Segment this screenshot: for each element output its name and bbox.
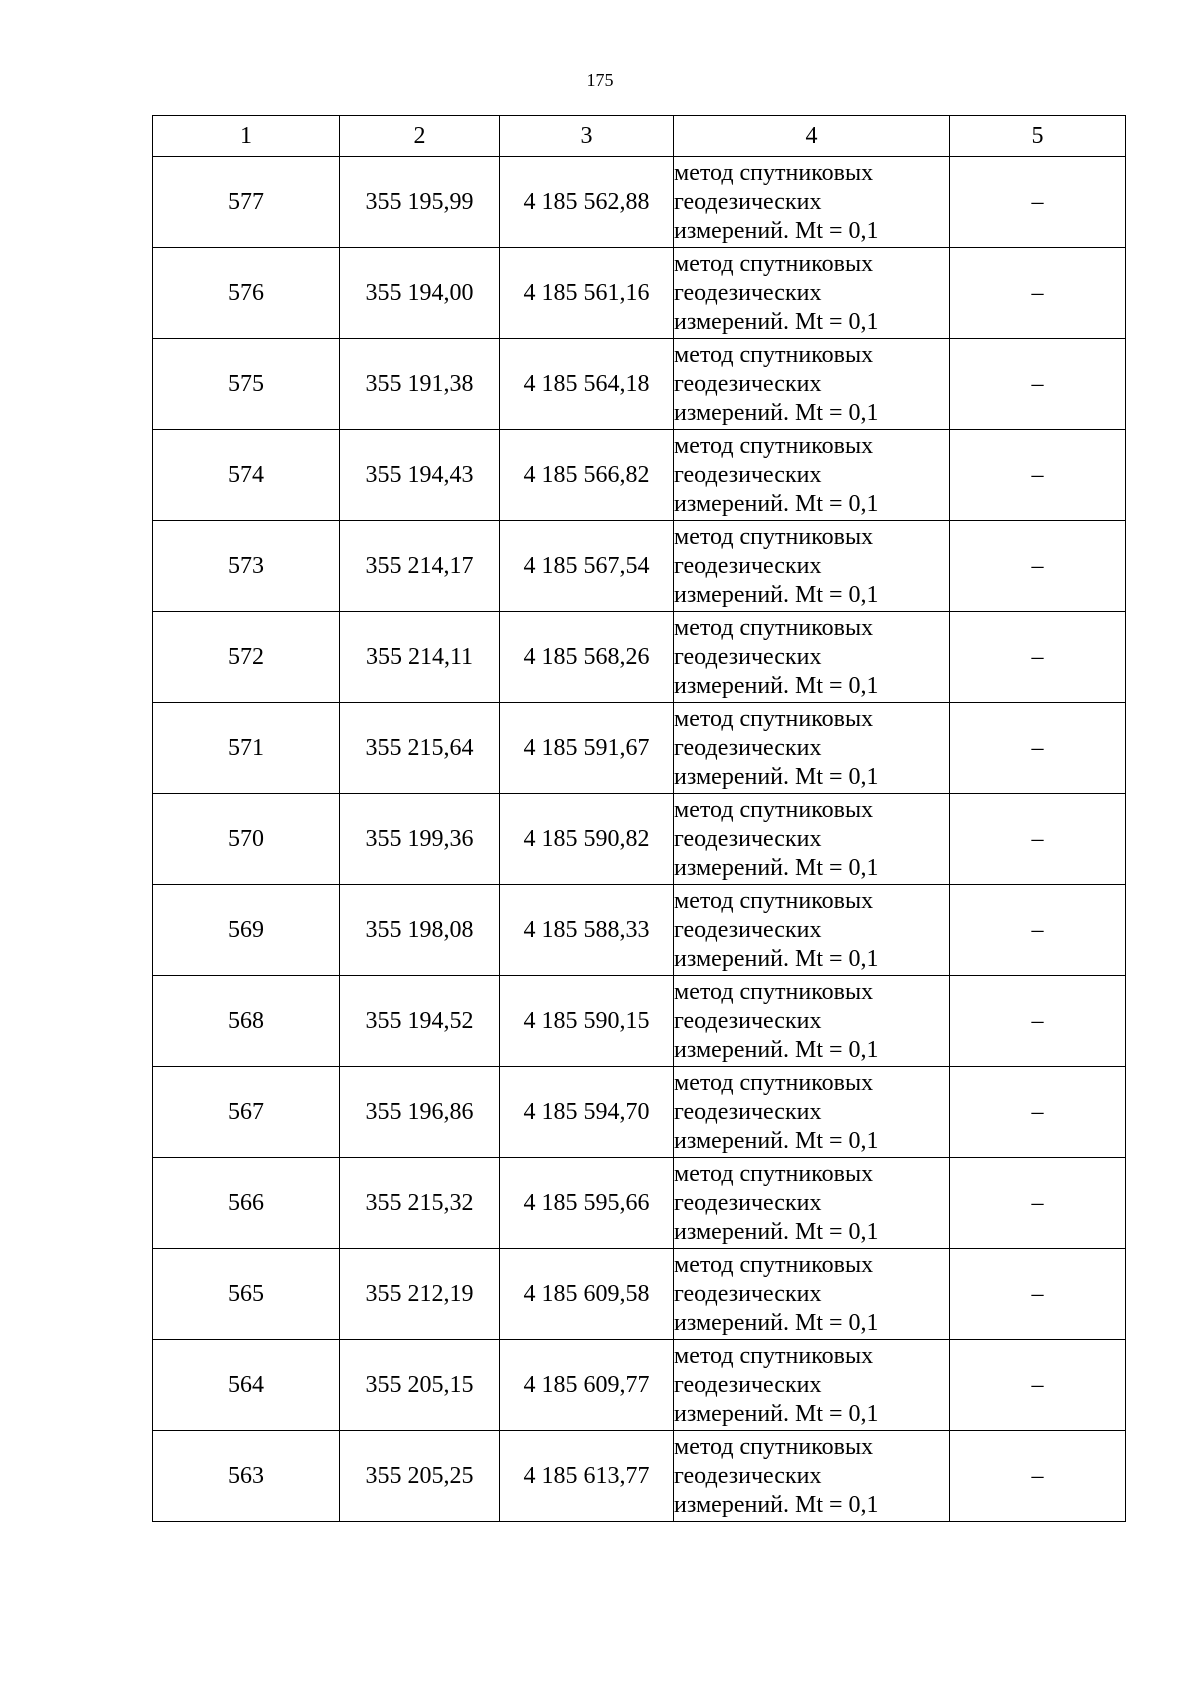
point-number-cell: 570 <box>153 794 340 885</box>
point-number-cell: 574 <box>153 430 340 521</box>
note-cell: – <box>950 703 1126 794</box>
y-coordinate-cell: 4 185 609,77 <box>500 1340 674 1431</box>
method-cell <box>674 1249 950 1340</box>
method-cell <box>674 1340 950 1431</box>
method-line: измерений. Mt = 0,1 <box>674 490 879 517</box>
method-line: метод спутниковых <box>674 1069 874 1096</box>
y-coordinate-cell: 4 185 568,26 <box>500 612 674 703</box>
x-coordinate-cell: 355 194,52 <box>340 976 500 1067</box>
table-row <box>153 1431 1126 1522</box>
y-coordinate-cell: 4 185 562,88 <box>500 157 674 248</box>
method-cell <box>674 521 950 612</box>
method-cell <box>674 248 950 339</box>
method-line: измерений. Mt = 0,1 <box>674 1491 879 1518</box>
method-line: геодезических <box>674 1280 822 1307</box>
method-line: геодезических <box>674 1371 822 1398</box>
point-number-cell: 576 <box>153 248 340 339</box>
method-line: геодезических <box>674 279 822 306</box>
note-cell: – <box>950 1249 1126 1340</box>
method-cell <box>674 794 950 885</box>
method-line: метод спутниковых <box>674 341 874 368</box>
method-line: геодезических <box>674 1007 822 1034</box>
method-line: геодезических <box>674 1098 822 1125</box>
table-row <box>153 521 1126 612</box>
method-cell <box>674 976 950 1067</box>
method-line: измерений. Mt = 0,1 <box>674 1036 879 1063</box>
y-coordinate-cell: 4 185 567,54 <box>500 521 674 612</box>
method-line: метод спутниковых <box>674 978 874 1005</box>
table-row <box>153 1158 1126 1249</box>
table-row <box>153 248 1126 339</box>
method-cell <box>674 612 950 703</box>
note-cell: – <box>950 248 1126 339</box>
method-line: метод спутниковых <box>674 1342 874 1369</box>
x-coordinate-cell: 355 199,36 <box>340 794 500 885</box>
method-line: измерений. Mt = 0,1 <box>674 217 879 244</box>
x-coordinate-cell: 355 214,17 <box>340 521 500 612</box>
x-coordinate-cell: 355 215,32 <box>340 1158 500 1249</box>
point-number-cell: 572 <box>153 612 340 703</box>
method-cell <box>674 1431 950 1522</box>
note-cell: – <box>950 885 1126 976</box>
table-row <box>153 885 1126 976</box>
method-line: геодезических <box>674 825 822 852</box>
table-row <box>153 157 1126 248</box>
table-row <box>153 1340 1126 1431</box>
column-header-3: 3 <box>500 116 674 157</box>
method-line: метод спутниковых <box>674 432 874 459</box>
method-line: геодезических <box>674 461 822 488</box>
method-line: метод спутниковых <box>674 523 874 550</box>
x-coordinate-cell: 355 205,15 <box>340 1340 500 1431</box>
x-coordinate-cell: 355 196,86 <box>340 1067 500 1158</box>
table-row <box>153 612 1126 703</box>
x-coordinate-cell: 355 198,08 <box>340 885 500 976</box>
column-header-1: 1 <box>153 116 340 157</box>
table-row <box>153 794 1126 885</box>
point-number-cell: 564 <box>153 1340 340 1431</box>
note-cell: – <box>950 339 1126 430</box>
point-number-cell: 573 <box>153 521 340 612</box>
table-row <box>153 339 1126 430</box>
note-cell: – <box>950 794 1126 885</box>
x-coordinate-cell: 355 205,25 <box>340 1431 500 1522</box>
method-line: геодезических <box>674 1462 822 1489</box>
method-line: метод спутниковых <box>674 1251 874 1278</box>
point-number-cell: 577 <box>153 157 340 248</box>
x-coordinate-cell: 355 195,99 <box>340 157 500 248</box>
y-coordinate-cell: 4 185 588,33 <box>500 885 674 976</box>
method-line: метод спутниковых <box>674 250 874 277</box>
y-coordinate-cell: 4 185 590,15 <box>500 976 674 1067</box>
table-row <box>153 1249 1126 1340</box>
method-line: метод спутниковых <box>674 159 874 186</box>
method-line: измерений. Mt = 0,1 <box>674 1218 879 1245</box>
method-line: метод спутниковых <box>674 887 874 914</box>
method-line: измерений. Mt = 0,1 <box>674 399 879 426</box>
coordinates-table <box>152 115 1126 1522</box>
method-line: геодезических <box>674 370 822 397</box>
table-row <box>153 430 1126 521</box>
method-line: измерений. Mt = 0,1 <box>674 1127 879 1154</box>
method-line: геодезических <box>674 1189 822 1216</box>
method-line: метод спутниковых <box>674 1160 874 1187</box>
note-cell: – <box>950 1340 1126 1431</box>
note-cell: – <box>950 976 1126 1067</box>
method-line: метод спутниковых <box>674 614 874 641</box>
y-coordinate-cell: 4 185 566,82 <box>500 430 674 521</box>
table-header-row <box>153 116 1126 157</box>
method-line: геодезических <box>674 916 822 943</box>
method-line: геодезических <box>674 643 822 670</box>
point-number-cell: 575 <box>153 339 340 430</box>
method-line: измерений. Mt = 0,1 <box>674 308 879 335</box>
method-line: геодезических <box>674 552 822 579</box>
method-cell <box>674 430 950 521</box>
method-cell <box>674 885 950 976</box>
point-number-cell: 565 <box>153 1249 340 1340</box>
table-row <box>153 703 1126 794</box>
method-line: измерений. Mt = 0,1 <box>674 945 879 972</box>
y-coordinate-cell: 4 185 595,66 <box>500 1158 674 1249</box>
method-cell <box>674 703 950 794</box>
y-coordinate-cell: 4 185 609,58 <box>500 1249 674 1340</box>
note-cell: – <box>950 521 1126 612</box>
point-number-cell: 567 <box>153 1067 340 1158</box>
x-coordinate-cell: 355 194,43 <box>340 430 500 521</box>
method-line: метод спутниковых <box>674 796 874 823</box>
y-coordinate-cell: 4 185 564,18 <box>500 339 674 430</box>
y-coordinate-cell: 4 185 590,82 <box>500 794 674 885</box>
method-line: измерений. Mt = 0,1 <box>674 1400 879 1427</box>
x-coordinate-cell: 355 215,64 <box>340 703 500 794</box>
method-line: метод спутниковых <box>674 1433 874 1460</box>
column-header-5: 5 <box>950 116 1126 157</box>
method-line: геодезических <box>674 188 822 215</box>
point-number-cell: 568 <box>153 976 340 1067</box>
y-coordinate-cell: 4 185 613,77 <box>500 1431 674 1522</box>
method-line: измерений. Mt = 0,1 <box>674 672 879 699</box>
column-header-2: 2 <box>340 116 500 157</box>
note-cell: – <box>950 157 1126 248</box>
point-number-cell: 563 <box>153 1431 340 1522</box>
method-cell <box>674 1067 950 1158</box>
y-coordinate-cell: 4 185 591,67 <box>500 703 674 794</box>
point-number-cell: 566 <box>153 1158 340 1249</box>
x-coordinate-cell: 355 212,19 <box>340 1249 500 1340</box>
x-coordinate-cell: 355 194,00 <box>340 248 500 339</box>
method-cell <box>674 339 950 430</box>
page-number: 175 <box>586 70 614 90</box>
note-cell: – <box>950 430 1126 521</box>
x-coordinate-cell: 355 214,11 <box>340 612 500 703</box>
table-row <box>153 1067 1126 1158</box>
note-cell: – <box>950 1158 1126 1249</box>
y-coordinate-cell: 4 185 594,70 <box>500 1067 674 1158</box>
method-line: измерений. Mt = 0,1 <box>674 763 879 790</box>
method-cell <box>674 1158 950 1249</box>
column-header-4: 4 <box>674 116 950 157</box>
y-coordinate-cell: 4 185 561,16 <box>500 248 674 339</box>
method-line: измерений. Mt = 0,1 <box>674 854 879 881</box>
table-row <box>153 976 1126 1067</box>
method-line: измерений. Mt = 0,1 <box>674 1309 879 1336</box>
method-cell <box>674 157 950 248</box>
note-cell: – <box>950 1431 1126 1522</box>
method-line: измерений. Mt = 0,1 <box>674 581 879 608</box>
x-coordinate-cell: 355 191,38 <box>340 339 500 430</box>
note-cell: – <box>950 1067 1126 1158</box>
point-number-cell: 569 <box>153 885 340 976</box>
method-line: метод спутниковых <box>674 705 874 732</box>
note-cell: – <box>950 612 1126 703</box>
point-number-cell: 571 <box>153 703 340 794</box>
table-body <box>153 157 1126 1522</box>
method-line: геодезических <box>674 734 822 761</box>
